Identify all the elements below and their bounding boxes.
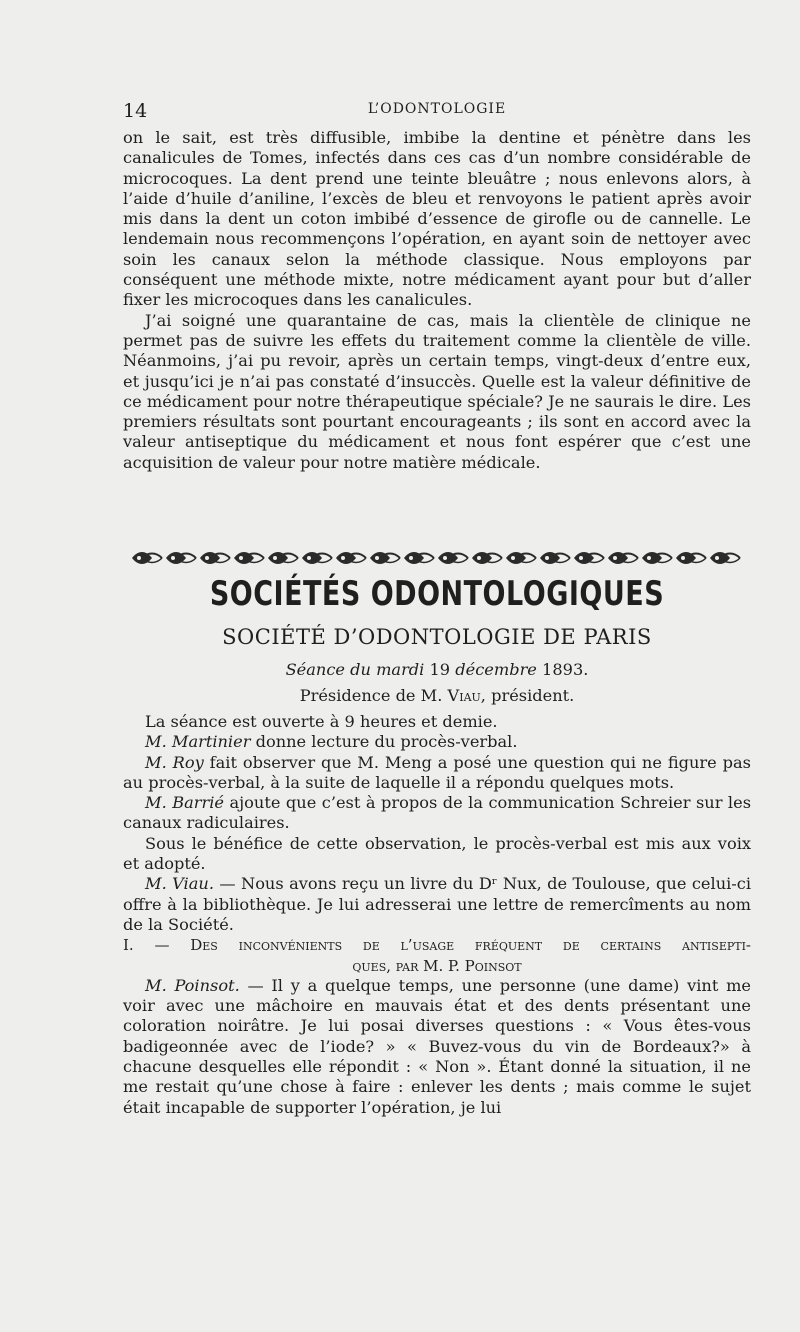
speech: — Nous avons reçu un livre du Dʳ Nux, de Toulouse, que celui-ci offre à la bibliothèque. Je lui adresserai une lettre de remercîments au nom de la Société.	[123, 874, 752, 934]
presidence-suffix: , président.	[480, 686, 575, 705]
article-continuation	[123, 128, 751, 473]
page-header	[123, 100, 751, 124]
speech: donne lecture du procès-verbal.	[250, 732, 518, 752]
section-heading: SOCIÉTÉS ODONTOLOGIQUES	[209, 575, 665, 614]
paragraph	[123, 732, 751, 752]
speaker: M. Barrié	[145, 793, 224, 813]
communication-title: I. — Des inconvénients de l’usage fréquent de certains antisepti-	[123, 936, 751, 955]
ornament-divider	[130, 548, 742, 568]
speaker: M. Poinsot.	[145, 975, 240, 995]
paragraph: Sous le bénéfice de cette observation, le procès-verbal est mis aux voix et adopté.	[123, 833, 751, 874]
paragraph: J’ai soigné une quarantaine de cas, mais la clientèle de clinique ne permet pas de suivre les effets du traitement comme la clientèle de ville. Néanmoins, j’ai pu revoir, après un certain temps, vingt-deux d’entre eux, et jusqu’ici je n’ai pas constaté d’insuccès. Quelle est la valeur définitive de ce médicament pour notre thérapeutique spéciale? Je ne saurais le dire. Les premiers résultats sont pourtant encourageants ; ils sont en accord avec la valeur antiseptique du médicament et nous font espérer que c’est une acquisition de valeur pour notre matière médicale.	[123, 310, 751, 472]
speech: fait observer que M. Meng a posé une question qui ne figure pas au procès-verbal, à la suite de laquelle il a répondu quelques mots.	[123, 752, 751, 792]
speech: — Il y a quelque temps, une personne (une dame) vint me voir avec une mâchoire en mauvais état et des dents présentant une coloration noirâtre. Je lui posai diverses questions : « Vous êtes-vous badigeonnée avec de l’iode? » « Buvez-vous du vin de Bordeaux?» à chacune desquelles elle répondit : « Non ». Étant donné la situation, il ne me restait qu’une chose à faire : enlever les dents ; mais comme le sujet était incapable de supporter l’opération, je lui	[123, 975, 752, 1117]
speaker: M. Martinier	[145, 732, 251, 752]
paragraph	[123, 976, 751, 1118]
subsection-heading: SOCIÉTÉ D’ODONTOLOGIE DE PARIS	[222, 625, 652, 649]
seance-day: 19	[429, 660, 451, 679]
paragraph	[123, 753, 751, 794]
presidency-line	[123, 686, 751, 705]
seance-month: décembre	[455, 660, 537, 679]
seance-prefix: Séance du mardi	[285, 660, 425, 679]
meeting-minutes	[123, 712, 751, 1118]
speaker: M. Roy	[145, 752, 204, 772]
meeting-date	[123, 660, 751, 679]
page-number: 14	[123, 100, 148, 122]
paragraph	[123, 874, 751, 935]
paragraph: on le sait, est très diffusible, imbibe la dentine et pénètre dans les canalicules de Tomes, infectés dans ces cas d’un nombre considérable de microcoques. La dent prend une teinte bleuâtre ; nous enlevons alors, à l’aide d’huile d’aniline, l’excès de bleu et renvoyons le patient après avoir mis dans la dent un coton imbibé d’essence de girofle ou de cannelle. Le lendemain nous recommençons l’opération, en ayant soin de nettoyer avec soin les canaux selon la méthode classique. Nous employons par conséquent une méthode mixte, notre médicament ayant pour but d’aller fixer les microcoques dans les canalicules.	[123, 128, 751, 310]
paragraph: La séance est ouverte à 9 heures et demie.	[145, 712, 498, 731]
speaker: M. Viau.	[145, 874, 214, 894]
seance-year: 1893.	[542, 660, 589, 679]
paragraph	[123, 793, 751, 834]
president-name: Viau	[447, 686, 481, 705]
presidence-prefix: Présidence de M.	[299, 686, 443, 705]
running-title: L’ODONTOLOGIE	[367, 101, 507, 117]
speech: ajoute que c’est à propos de la communication Schreier sur les canaux radiculaires.	[123, 793, 751, 833]
communication-title-cont: ques, par M. P. Poinsot	[352, 956, 522, 975]
